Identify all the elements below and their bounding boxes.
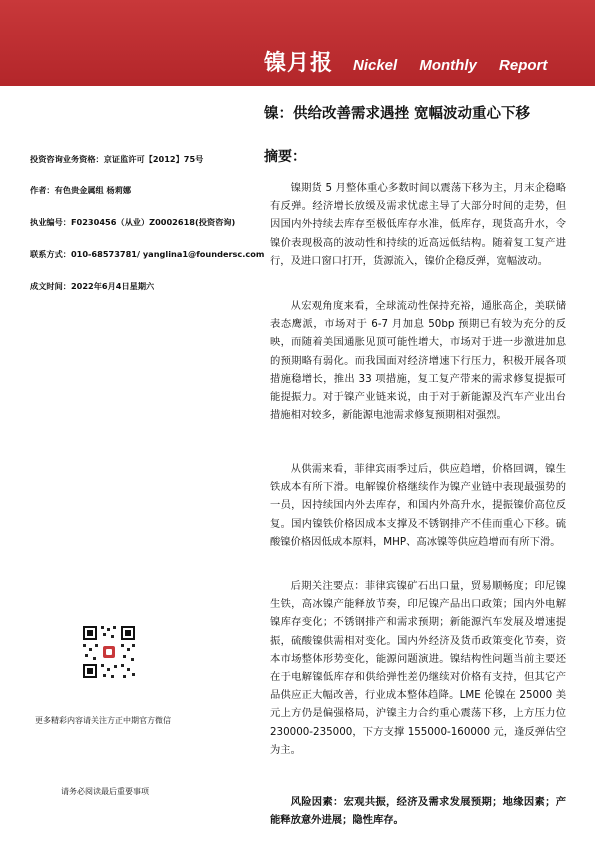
summary-paragraph-3: 从供需来看，菲律宾雨季过后，供应趋增，价格回调，镍生铁成本有所下滑。电解镍价格继续作为镍产业链中表现最强势的一员，因持续国内外去库存，和国内外高升水，提振镍价高位反复。国内镍铁价格因成本支撑及不锈钢排产不佳而重心下移。硫酸镍价格因低成本原料，MHP、高冰镍等供应趋增而有所下滑。 — [270, 463, 566, 548]
date-line: 成文时间：2022年6月4日星期六 — [30, 281, 155, 291]
risk-factors: 风险因素：宏观共振，经济及需求发展预期；地缘因素；产能释放意外进展；隐性库存。 — [270, 796, 566, 827]
wechat-qr-code — [81, 624, 137, 680]
report-title-cn: 镍月报 — [264, 51, 334, 76]
article-title: 镍：供给改善需求遇挫 宽幅波动重心下移 — [264, 106, 531, 122]
qr-caption: 更多精彩内容请关注方正中期官方微信 — [35, 716, 171, 725]
report-header-banner — [0, 0, 595, 86]
summary-paragraph-2: 从宏观角度来看，全球流动性保持充裕，通胀高企，美联储表态鹰派，市场对于 6-7 月加息 50bp 预期已有较为充分的反映，而随着美国通胀见顶可能性增大，市场对于进一步激进加息的预期略有弱化。而我国面对经济增速下行压力，积极开展各项措施稳增长，推出 33 项措施，复工复产带来的需求修复提振可能提振力。对于镍产业链来说，由于对于新能源及汽车产业出台措施相对较多，新能源电池需求修复预期相对强烈。 — [270, 300, 566, 422]
summary-paragraph-1: 镍期货 5 月整体重心多数时间以震荡下移为主，月末企稳略有反弹。经济增长放缓及需求忧虑主导了大部分时间的走势，但因国内外持续去库存至极低库存水准，低库存，现货高升水，令镍价表现极高的波动性和持续的近高远低结构。随着复工复产进行，及进口窗口打开，货源流入，镍价企稳反弹，宽幅波动。 — [270, 182, 566, 267]
summary-paragraph-4: 后期关注要点：菲律宾镍矿石出口量，贸易顺畅度；印尼镍生铁，高冰镍产能释放节奏，印尼镍产品出口政策；国内外电解镍库存变化；不锈钢排产和需求预期；新能源汽车发展及增速提振，硫酸镍供需相对变化。国内外经济及货币政策变化节奏，资本市场整体形势变化，能源问题演进。镍结构性问题当前主要还在于电解镍低库存和供给弹性差仍继续对价格有支持，但其它产品供应正大幅改善，行业成本整体趋降。LME 伦镍在 25000 美元上方仍是偏强格局，沪镍主力合约重心震荡下移，上方压力位 230000-235000，下方支撑 155000-160000 元，逢反弹估空为主。 — [270, 580, 566, 756]
disclaimer-note: 请务必阅读最后重要事项 — [61, 787, 149, 796]
license-line: 执业编号：F0230456（从业）Z0002618(投资咨询) — [30, 217, 236, 227]
summary-heading: 摘要： — [264, 149, 306, 165]
report-title-en: Nickel Monthly Report — [353, 57, 548, 74]
qualification-line: 投资咨询业务资格：京证监许可【2012】75号 — [30, 154, 204, 164]
author-line: 作者：有色贵金属组 杨莉娜 — [30, 185, 132, 195]
contact-line: 联系方式：010-68573781/ yanglina1@foundersc.com — [30, 249, 265, 259]
